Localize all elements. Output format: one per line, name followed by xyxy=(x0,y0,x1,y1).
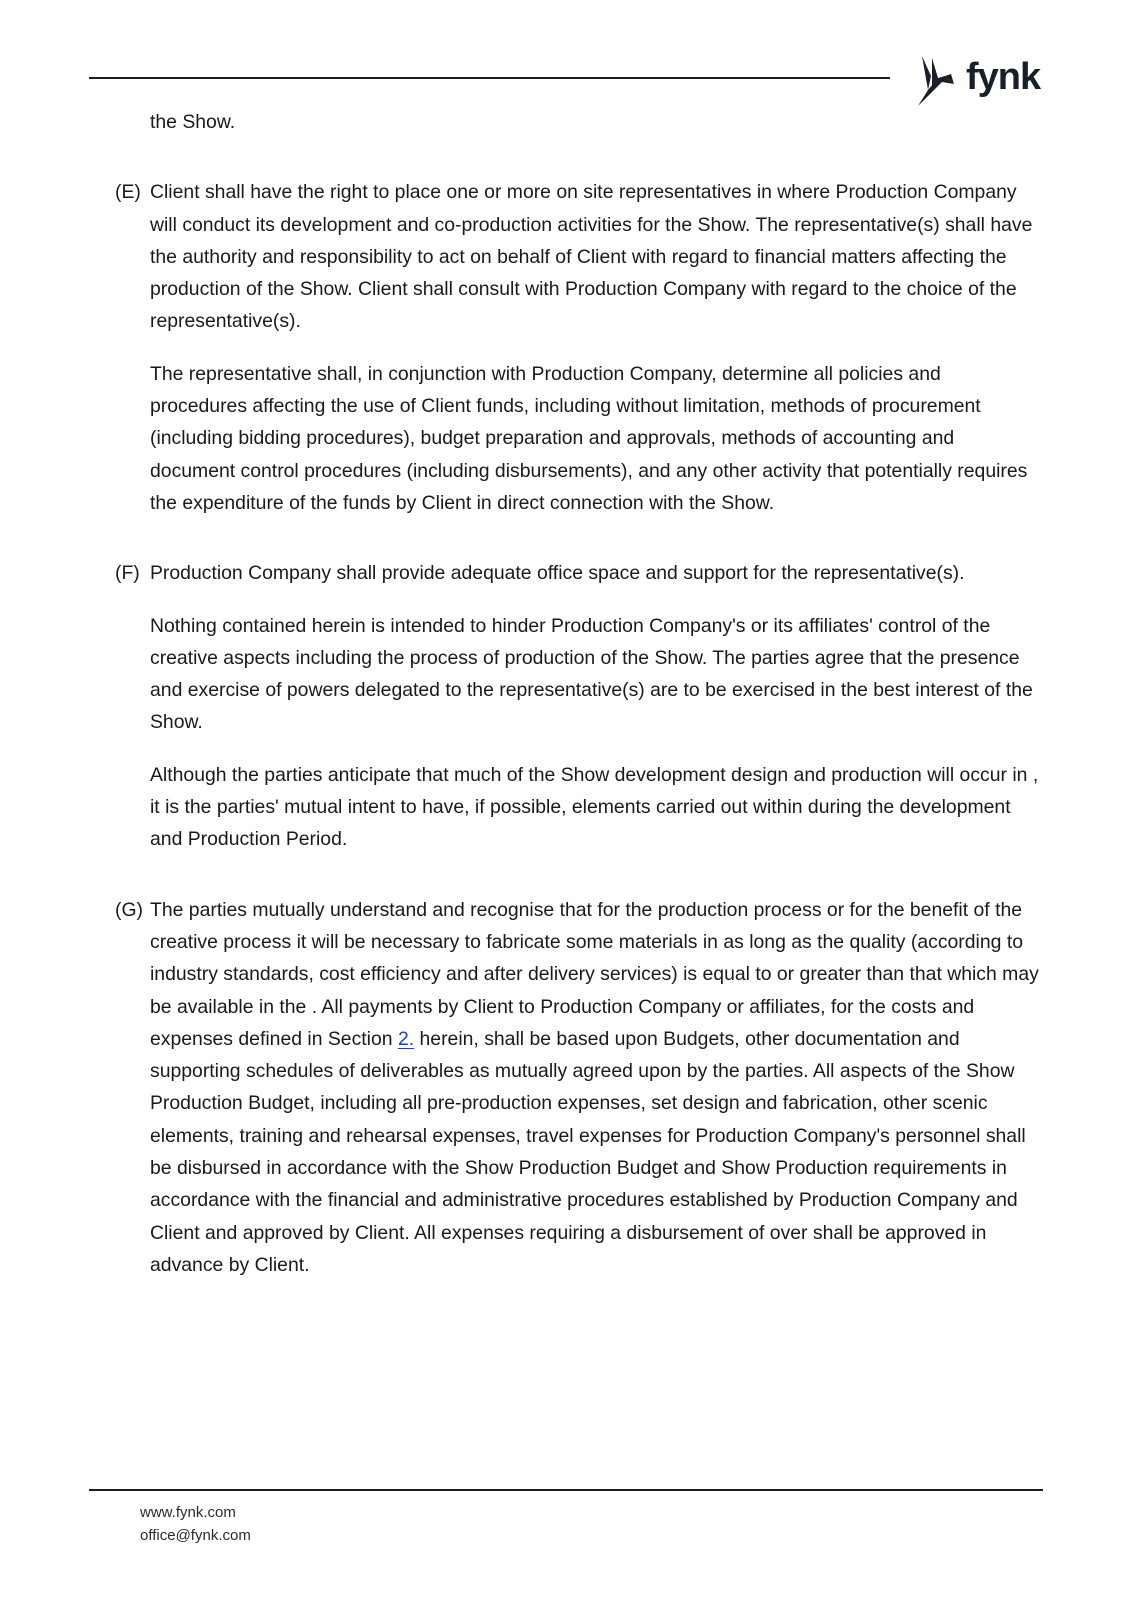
section-reference-link[interactable]: 2. xyxy=(397,1027,415,1050)
clause-paragraph: Client shall have the right to place one or more on site representatives in where Production Company will conduct its development and co-production activities for the Show. The representative(s) shall have the authority and responsibility to act on behalf of Client with regard to financial matters affecting the production of the Show. Client shall consult with Production Company with regard to the choice of the representative(s). xyxy=(150,181,1033,333)
paragraph-text: herein, shall be based upon Budgets, other documentation and supporting schedules of deliverables as mutually agreed upon by the parties. All aspects of the Show Production Budget, including all pre-production expenses, set design and fabrication, other scenic elements, training and rehearsal expenses, travel expenses for Production Company's personnel shall be disbursed in accordance with the Show Production Budget and Show Production requirements in accordance with the financial and administrative procedures established by Production Company and Client and approved by Client. All expenses requiring a disbursement of over shall be approved in advance by Client. xyxy=(150,1027,1026,1276)
clause-label: (G) xyxy=(115,898,143,921)
header-divider xyxy=(89,77,890,79)
paragraph-text: The parties mutually understand and recognise that for the production process or for the benefit of the creative process it will be necessary to fabricate some materials in as long as the quality (according to industry standards, cost efficiency and after delivery services) is equal to or greater than that which may be available in the . All payments by Client to Production Company or affiliates, for the costs and expenses defined in Section xyxy=(150,898,1039,1050)
clause-label: (F) xyxy=(115,562,140,585)
company-logo xyxy=(918,52,1040,107)
clause-e xyxy=(115,176,1040,519)
document-body xyxy=(115,106,1040,1281)
clause-label: (E) xyxy=(115,181,141,204)
clause-f xyxy=(115,557,1040,855)
clause-paragraph: Nothing contained herein is intended to hinder Production Company's or its affiliates' control of the creative aspects including the process of production of the Show. The parties agree that the presence and exercise of powers delegated to the representative(s) are to be exercised in the best interest of the Show. xyxy=(150,614,1033,734)
logo-wordmark: fynk xyxy=(966,55,1041,98)
footer-divider xyxy=(89,1489,1043,1491)
clause-paragraph: The representative shall, in conjunction with Production Company, determine all policies and procedures affecting the use of Client funds, including without limitation, methods of procurement (including bidding procedures), budget preparation and approvals, methods of accounting and document control procedures (including disbursements), and any other activity that potentially requires the expenditure of the funds by Client in direct connection with the Show. xyxy=(150,362,1028,514)
continuation-text: the Show. xyxy=(150,111,236,133)
page-footer xyxy=(140,1501,251,1547)
footer-website: www.fynk.com xyxy=(140,1504,236,1521)
clause-paragraph xyxy=(150,894,1040,1282)
clause-g xyxy=(115,894,1040,1282)
clause-paragraph: Production Company shall provide adequate office space and support for the representative(s). xyxy=(150,562,965,585)
clause-paragraph: Although the parties anticipate that much of the Show development design and production will occur in , it is the parties' mutual intent to have, if possible, elements carried out within during the development and Production Period. xyxy=(150,763,1039,851)
origami-bird-icon xyxy=(918,54,958,106)
footer-email: office@fynk.com xyxy=(140,1527,251,1544)
